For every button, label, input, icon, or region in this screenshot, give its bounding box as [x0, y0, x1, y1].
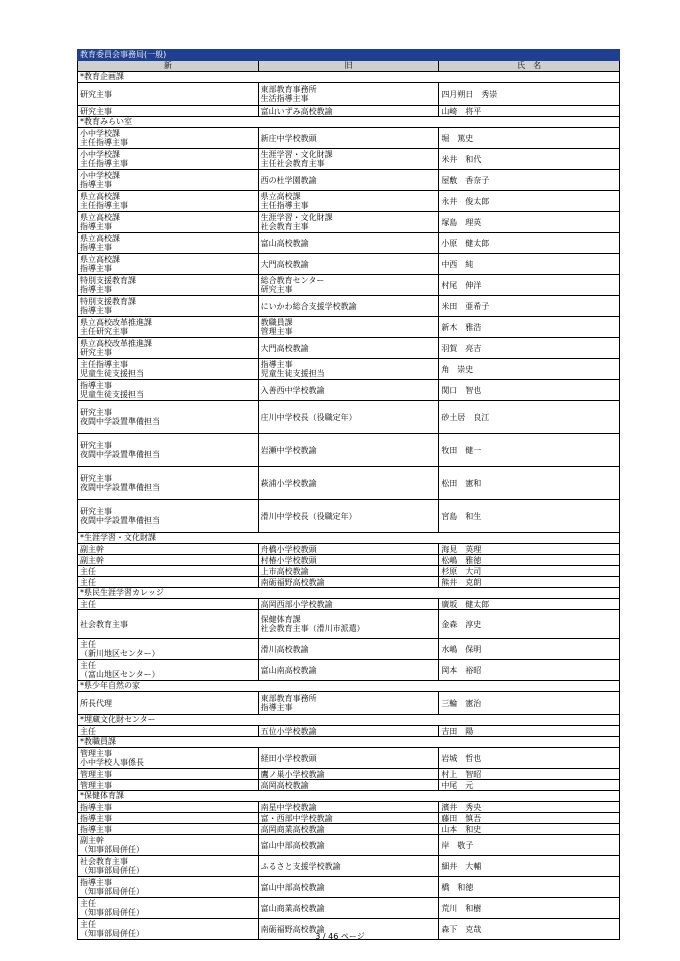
new-position-line: 副主幹: [80, 836, 104, 845]
old-position-line: 高岡商業高校教諭: [260, 824, 325, 834]
table-row: [78, 254, 620, 275]
person-name-cell: 濱井 秀央: [439, 802, 620, 813]
table-row: [78, 170, 620, 191]
new-position-cell: [78, 877, 259, 898]
old-position-cell: [258, 254, 439, 275]
old-position-line: 富山中部高校教諭: [260, 882, 325, 892]
new-position-line: 主任指導主事: [80, 360, 128, 369]
old-position-line: 児童生徒支援担当: [260, 369, 325, 378]
new-position-line: 県立高校改革推進課: [80, 339, 152, 348]
old-position-cell: [258, 106, 439, 117]
person-name-cell: 新木 雅浩: [439, 317, 620, 338]
new-position-cell: [78, 555, 259, 566]
new-position-line: （知事部局併任）: [80, 929, 144, 938]
new-position-line: 指導主事: [80, 381, 112, 390]
new-position-line: 指導主事: [80, 813, 112, 823]
new-position-cell: [78, 500, 259, 533]
new-position-line: 主任: [80, 599, 96, 609]
new-position-cell: [78, 566, 259, 577]
person-name-cell: 松田 憲和: [439, 467, 620, 500]
new-position-cell: [78, 824, 259, 835]
new-position-cell: [78, 434, 259, 467]
table-row: [78, 544, 620, 555]
old-position-line: 高岡高校教諭: [260, 780, 309, 790]
old-position-line: 滑川高校教諭: [260, 644, 309, 654]
new-position-line: 県立高校課: [80, 255, 120, 264]
new-position-line: 研究主事: [80, 474, 112, 483]
table-row: [78, 434, 620, 467]
old-position-cell: [258, 83, 439, 106]
new-position-cell: [78, 726, 259, 737]
section-row: [78, 681, 620, 692]
new-position-line: 夜間中学設置準備担当: [80, 516, 160, 525]
new-position-line: 県立高校課: [80, 192, 120, 201]
old-position-cell: [258, 467, 439, 500]
old-position-cell: [258, 877, 439, 898]
new-position-line: 夜間中学設置準備担当: [80, 483, 160, 492]
table-row: [78, 877, 620, 898]
table-row: [78, 338, 620, 359]
old-position-cell: [258, 149, 439, 170]
old-position-line: 庄川中学校長（役職定年）: [260, 412, 357, 422]
old-position-line: 研究主事: [260, 285, 293, 294]
section-row: [78, 737, 620, 748]
old-position-cell: [258, 434, 439, 467]
old-position-line: 五位小学校教諭: [260, 726, 317, 736]
old-position-cell: [258, 275, 439, 296]
section-title: *保健体育課: [78, 791, 620, 802]
table-row: [78, 813, 620, 824]
old-position-line: 県立高校課: [260, 192, 301, 201]
column-header-old: 旧: [258, 61, 439, 72]
old-position-line: 富山いずみ高校教諭: [260, 106, 333, 116]
person-name-cell: 岩城 哲也: [439, 748, 620, 769]
new-position-line: 児童生徒支援担当: [80, 390, 144, 399]
table-row: [78, 555, 620, 566]
old-position-line: 滑川中学校長（役職定年）: [260, 511, 357, 521]
new-position-cell: [78, 106, 259, 117]
new-position-cell: [78, 780, 259, 791]
person-name-cell: 山崎 将平: [439, 106, 620, 117]
person-name-cell: 宮島 和生: [439, 500, 620, 533]
old-position-line: 南砺福野高校教諭: [260, 577, 325, 587]
new-position-line: 県立高校改革推進課: [80, 318, 152, 327]
old-position-cell: [258, 748, 439, 769]
new-position-cell: [78, 639, 259, 660]
person-name-cell: 岸 敬子: [439, 835, 620, 856]
section-title: *埋蔵文化財センター: [78, 715, 620, 726]
old-position-line: 総合教育センター: [260, 276, 325, 285]
table-row: [78, 599, 620, 610]
new-position-line: （知事部局併任）: [80, 908, 144, 917]
person-name-cell: 山本 和史: [439, 824, 620, 835]
old-position-line: 高岡西部小学校教諭: [260, 599, 333, 609]
table-row: [78, 780, 620, 791]
person-name-cell: 小原 健太郎: [439, 233, 620, 254]
old-position-cell: [258, 813, 439, 824]
old-position-line: 保健体育課: [260, 615, 301, 624]
new-position-line: 指導主事: [80, 878, 112, 887]
new-position-line: 主任: [80, 899, 96, 908]
new-position-cell: [78, 359, 259, 380]
old-position-cell: [258, 544, 439, 555]
new-position-line: 主任指導主事: [80, 201, 128, 210]
new-position-cell: [78, 212, 259, 233]
old-position-line: 指導主事: [260, 360, 293, 369]
new-position-cell: [78, 577, 259, 588]
new-position-line: 県立高校課: [80, 234, 120, 243]
old-position-line: 入善西中学校教諭: [260, 385, 325, 395]
section-title: *生涯学習・文化財課: [78, 533, 620, 544]
old-position-cell: [258, 769, 439, 780]
new-position-cell: [78, 748, 259, 769]
table-row: [78, 802, 620, 813]
person-name-cell: 熊井 克朗: [439, 577, 620, 588]
personnel-sheet: [77, 49, 620, 940]
person-name-cell: 中西 純: [439, 254, 620, 275]
section-title: *教育企画課: [78, 72, 620, 83]
new-position-cell: [78, 338, 259, 359]
table-row: [78, 726, 620, 737]
old-position-line: 富山高校教諭: [260, 238, 309, 248]
old-position-cell: [258, 802, 439, 813]
old-position-cell: [258, 566, 439, 577]
old-position-cell: [258, 401, 439, 434]
old-position-cell: [258, 660, 439, 681]
new-position-line: 指導主事: [80, 243, 112, 252]
old-position-cell: [258, 577, 439, 588]
new-position-cell: [78, 170, 259, 191]
section-row: [78, 72, 620, 83]
old-position-line: 経田小学校教頭: [260, 753, 317, 763]
old-position-cell: [258, 380, 439, 401]
old-position-cell: [258, 856, 439, 877]
new-position-cell: [78, 128, 259, 149]
table-title: 教育委員会事務局(一般): [78, 50, 620, 61]
new-position-line: 小中学校課: [80, 171, 120, 180]
old-position-line: 東部教育事務所: [260, 85, 317, 94]
old-position-line: 東部教育事務所: [260, 694, 317, 703]
new-position-line: 所長代理: [80, 698, 112, 708]
person-name-cell: 関口 智也: [439, 380, 620, 401]
old-position-line: 南星中学校教諭: [260, 802, 317, 812]
old-position-cell: [258, 359, 439, 380]
person-name-cell: 羽賀 亮吉: [439, 338, 620, 359]
old-position-line: 社会教育主事: [260, 222, 309, 231]
old-position-cell: [258, 726, 439, 737]
new-position-line: （知事部局併任）: [80, 887, 144, 896]
new-position-cell: [78, 856, 259, 877]
person-name-cell: 水嶋 保明: [439, 639, 620, 660]
person-name-cell: 四月朔日 秀崇: [439, 83, 620, 106]
new-position-cell: [78, 275, 259, 296]
new-position-line: 主任: [80, 566, 96, 576]
new-position-cell: [78, 660, 259, 681]
person-name-cell: 細井 大輔: [439, 856, 620, 877]
new-position-line: 主任指導主事: [80, 159, 128, 168]
section-row: [78, 588, 620, 599]
new-position-line: 主任: [80, 640, 96, 649]
new-position-line: 社会教育主事: [80, 857, 128, 866]
table-row: [78, 692, 620, 715]
person-name-cell: 米井 和代: [439, 149, 620, 170]
column-header-new: 新: [78, 61, 259, 72]
old-position-line: 新庄中学校教頭: [260, 133, 317, 143]
table-row: [78, 467, 620, 500]
new-position-line: 副主幹: [80, 555, 104, 565]
table-row: [78, 359, 620, 380]
person-name-cell: 松嶋 雅徳: [439, 555, 620, 566]
old-position-line: 大門高校教諭: [260, 343, 309, 353]
person-name-cell: 米田 亜希子: [439, 296, 620, 317]
old-position-line: ふるさと支援学校教諭: [260, 861, 341, 871]
new-position-line: 研究主事: [80, 106, 112, 116]
table-row: [78, 191, 620, 212]
old-position-line: 主任指導主事: [260, 201, 309, 210]
new-position-line: 指導主事: [80, 824, 112, 834]
table-row: [78, 212, 620, 233]
new-position-line: 小中学校人事係長: [80, 758, 144, 767]
new-position-line: 副主幹: [80, 544, 104, 554]
section-title: *県少年自然の家: [78, 681, 620, 692]
new-position-cell: [78, 149, 259, 170]
new-position-line: 主任: [80, 577, 96, 587]
table-row: [78, 83, 620, 106]
new-position-line: （知事部局併任）: [80, 845, 144, 854]
new-position-line: 研究主事: [80, 89, 112, 99]
person-name-cell: 牧田 健一: [439, 434, 620, 467]
person-name-cell: 橋 和徳: [439, 877, 620, 898]
new-position-cell: [78, 769, 259, 780]
old-position-cell: [258, 639, 439, 660]
table-row: [78, 824, 620, 835]
new-position-line: 主任指導主事: [80, 138, 128, 147]
old-position-cell: [258, 555, 439, 566]
new-position-line: 特別支援教育課: [80, 297, 136, 306]
new-position-cell: [78, 610, 259, 639]
new-position-cell: [78, 296, 259, 317]
person-name-cell: 藤田 慎吾: [439, 813, 620, 824]
old-position-line: 富・西部中学校教諭: [260, 813, 333, 823]
old-position-cell: [258, 296, 439, 317]
person-name-cell: 塚島 理英: [439, 212, 620, 233]
new-position-line: 指導主事: [80, 306, 112, 315]
person-name-cell: 三輪 憲治: [439, 692, 620, 715]
new-position-cell: [78, 380, 259, 401]
section-row: [78, 791, 620, 802]
old-position-cell: [258, 835, 439, 856]
table-row: [78, 275, 620, 296]
old-position-cell: [258, 610, 439, 639]
new-position-cell: [78, 544, 259, 555]
new-position-line: 社会教育主事: [80, 619, 128, 629]
old-position-line: 生涯学習・文化財課: [260, 150, 333, 159]
old-position-line: 管理主事: [260, 327, 293, 336]
new-position-line: 管理主事: [80, 749, 112, 758]
table-row: [78, 296, 620, 317]
old-position-line: 上市高校教諭: [260, 566, 309, 576]
person-name-cell: 金森 淳史: [439, 610, 620, 639]
table-row: [78, 401, 620, 434]
new-position-cell: [78, 835, 259, 856]
new-position-cell: [78, 254, 259, 275]
table-row: [78, 500, 620, 533]
old-position-cell: [258, 599, 439, 610]
person-name-cell: 村尾 伸洋: [439, 275, 620, 296]
section-title: *教職員課: [78, 737, 620, 748]
new-position-line: 研究主事: [80, 408, 112, 417]
old-position-line: 村椿小学校教頭: [260, 555, 317, 565]
table-title-row: [78, 50, 620, 61]
old-position-cell: [258, 898, 439, 919]
new-position-line: 主任: [80, 726, 96, 736]
old-position-line: 主任社会教育主事: [260, 159, 325, 168]
table-row: [78, 577, 620, 588]
old-position-cell: [258, 233, 439, 254]
new-position-line: 研究主事: [80, 441, 112, 450]
table-row: [78, 149, 620, 170]
old-position-cell: [258, 170, 439, 191]
new-position-cell: [78, 599, 259, 610]
new-position-line: 指導主事: [80, 180, 112, 189]
table-row: [78, 835, 620, 856]
person-name-cell: 荒川 和樹: [439, 898, 620, 919]
table-row: [78, 128, 620, 149]
new-position-line: 管理主事: [80, 780, 112, 790]
person-name-cell: 屋敷 香奈子: [439, 170, 620, 191]
table-row: [78, 748, 620, 769]
old-position-line: 南砺福野高校教諭: [260, 924, 325, 934]
new-position-line: 小中学校課: [80, 150, 120, 159]
new-position-line: 夜間中学設置準備担当: [80, 450, 160, 459]
person-name-cell: 海見 英理: [439, 544, 620, 555]
old-position-line: 社会教育主事（滑川市派遣）: [260, 624, 365, 633]
table-body: [78, 50, 620, 940]
old-position-line: 舟橋小学校教頭: [260, 544, 317, 554]
old-position-line: にいかわ総合支援学校教諭: [260, 301, 357, 311]
new-position-cell: [78, 898, 259, 919]
old-position-cell: [258, 212, 439, 233]
new-position-line: 指導主事: [80, 802, 112, 812]
old-position-cell: [258, 191, 439, 212]
section-row: [78, 117, 620, 128]
table-row: [78, 610, 620, 639]
old-position-line: 岩瀬中学校教諭: [260, 445, 317, 455]
new-position-line: 指導主事: [80, 264, 112, 273]
column-header-row: [78, 61, 620, 72]
person-name-cell: 村上 智昭: [439, 769, 620, 780]
person-name-cell: 永井 俊太郎: [439, 191, 620, 212]
table-row: [78, 317, 620, 338]
new-position-cell: [78, 191, 259, 212]
table-row: [78, 769, 620, 780]
old-position-line: 富山商業高校教諭: [260, 903, 325, 913]
person-name-cell: 吉田 陽: [439, 726, 620, 737]
person-name-cell: 中尾 元: [439, 780, 620, 791]
new-position-line: 指導主事: [80, 285, 112, 294]
old-position-line: 指導主事: [260, 703, 293, 712]
new-position-line: （新川地区センター）: [80, 649, 160, 658]
new-position-line: 研究主事: [80, 348, 112, 357]
table-row: [78, 566, 620, 577]
section-row: [78, 715, 620, 726]
old-position-cell: [258, 500, 439, 533]
table-row: [78, 106, 620, 117]
new-position-cell: [78, 317, 259, 338]
old-position-line: 富山中部高校教諭: [260, 840, 325, 850]
table-row: [78, 233, 620, 254]
new-position-cell: [78, 692, 259, 715]
person-name-cell: 角 崇史: [439, 359, 620, 380]
person-name-cell: 森下 克哉: [439, 919, 620, 940]
old-position-cell: [258, 338, 439, 359]
section-title: *教育みらい室: [78, 117, 620, 128]
old-position-line: 富山南高校教諭: [260, 665, 317, 675]
new-position-line: 小中学校課: [80, 129, 120, 138]
old-position-cell: [258, 780, 439, 791]
table-row: [78, 639, 620, 660]
table-row: [78, 660, 620, 681]
new-position-line: 夜間中学設置準備担当: [80, 417, 160, 426]
personnel-table: [77, 49, 620, 940]
new-position-line: 主任研究主事: [80, 327, 128, 336]
new-position-cell: [78, 233, 259, 254]
new-position-cell: [78, 802, 259, 813]
new-position-line: 主任: [80, 920, 96, 929]
new-position-line: 主任: [80, 661, 96, 670]
old-position-cell: [258, 692, 439, 715]
old-position-line: 生活指導主事: [260, 94, 309, 103]
person-name-cell: 岡本 裕昭: [439, 660, 620, 681]
old-position-cell: [258, 128, 439, 149]
new-position-line: 児童生徒支援担当: [80, 369, 144, 378]
new-position-line: 指導主事: [80, 222, 112, 231]
old-position-line: 萩浦小学校教諭: [260, 478, 317, 488]
page-number: 3 / 46 ページ: [315, 932, 365, 941]
old-position-line: 鷹ノ巣小学校教諭: [260, 769, 325, 779]
old-position-line: 西の杜学園教諭: [260, 175, 317, 185]
table-row: [78, 380, 620, 401]
new-position-line: 管理主事: [80, 769, 112, 779]
new-position-line: 研究主事: [80, 507, 112, 516]
new-position-line: （知事部局併任）: [80, 866, 144, 875]
column-header-name: 氏 名: [439, 61, 620, 72]
old-position-line: 教職員課: [260, 318, 293, 327]
person-name-cell: 杉原 大司: [439, 566, 620, 577]
new-position-line: 県立高校課: [80, 213, 120, 222]
new-position-line: 特別支援教育課: [80, 276, 136, 285]
section-title: *県民生涯学習カレッジ: [78, 588, 620, 599]
person-name-cell: 堀 篤史: [439, 128, 620, 149]
old-position-line: 生涯学習・文化財課: [260, 213, 333, 222]
new-position-cell: [78, 401, 259, 434]
table-row: [78, 856, 620, 877]
old-position-cell: [258, 824, 439, 835]
new-position-line: （富山地区センター）: [80, 670, 160, 679]
new-position-cell: [78, 467, 259, 500]
old-position-line: 大門高校教諭: [260, 259, 309, 269]
person-name-cell: 砂土居 良江: [439, 401, 620, 434]
new-position-cell: [78, 83, 259, 106]
new-position-cell: [78, 813, 259, 824]
section-row: [78, 533, 620, 544]
old-position-cell: [258, 317, 439, 338]
table-row: [78, 898, 620, 919]
person-name-cell: 廣坂 健太郎: [439, 599, 620, 610]
